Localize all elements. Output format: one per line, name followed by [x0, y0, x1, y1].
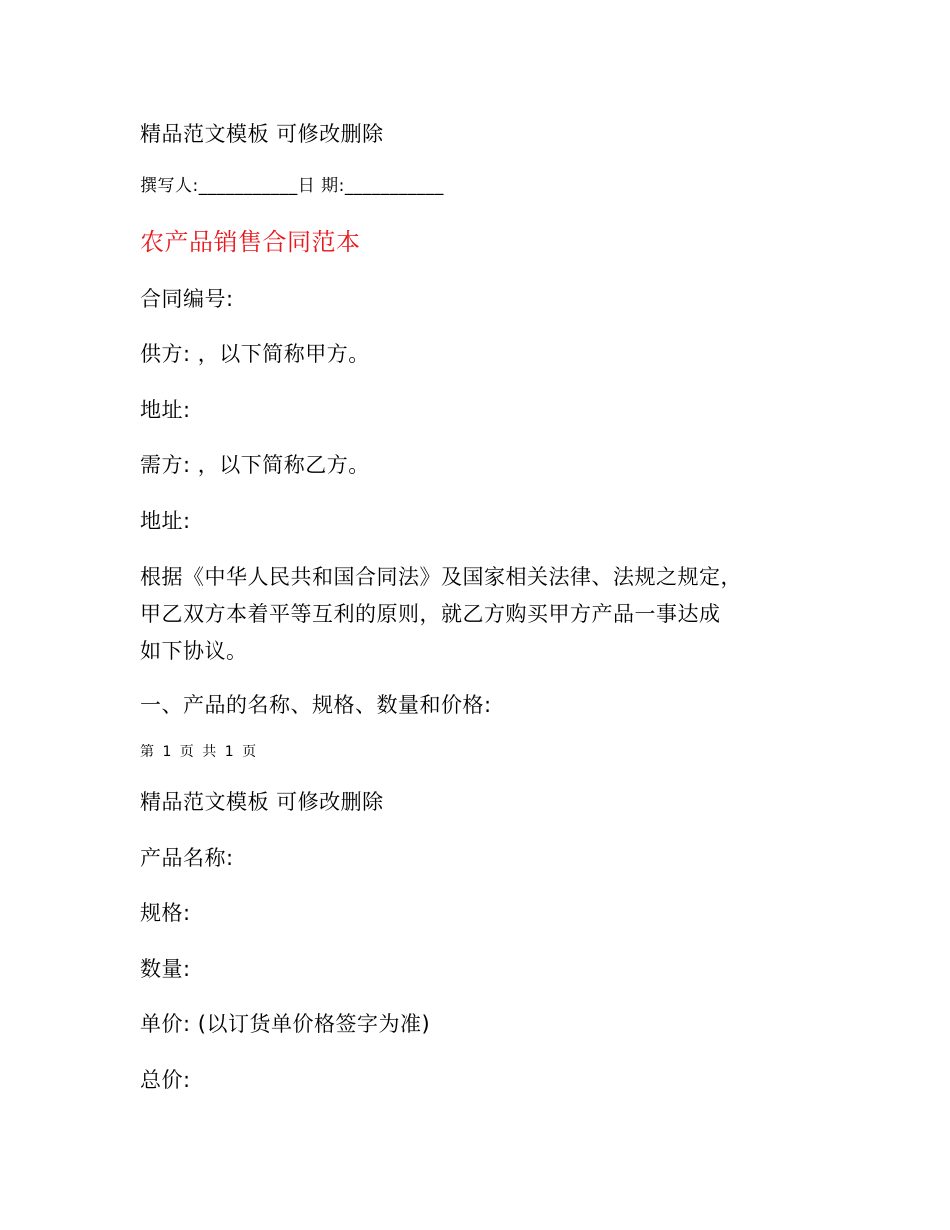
supplier-line: 供方: ，以下简称甲方。 — [140, 342, 370, 366]
contract-number-label: 合同编号: — [140, 287, 234, 311]
total-price-label: 总价: — [140, 1068, 191, 1092]
agreement-line: 甲乙双方本着平等互利的原则，就乙方购买甲方产品一事达成 — [140, 602, 721, 626]
template-header: 精品范文模板 可修改删除 — [140, 122, 384, 146]
spec-label: 规格: — [140, 901, 191, 925]
author-date-line: 撰写人:___________日 期:___________ — [140, 176, 444, 196]
buyer-address-label: 地址: — [140, 509, 191, 533]
unit-price-label: 单价: (以订货单价格签字为准) — [140, 1012, 431, 1036]
section-one-heading: 一、产品的名称、规格、数量和价格: — [140, 693, 492, 717]
template-header: 精品范文模板 可修改删除 — [140, 790, 384, 814]
agreement-line: 如下协议。 — [140, 639, 248, 663]
buyer-line: 需方: ，以下简称乙方。 — [140, 453, 370, 477]
page-footer: 第 1 页 共 1 页 — [140, 744, 259, 760]
document-title: 农产品销售合同范本 — [140, 228, 361, 256]
agreement-paragraph — [140, 559, 830, 670]
quantity-label: 数量: — [140, 957, 191, 981]
agreement-line: 根据《中华人民共和国合同法》及国家相关法律、法规之规定， — [140, 565, 742, 589]
product-name-label: 产品名称: — [140, 846, 234, 870]
supplier-address-label: 地址: — [140, 398, 191, 422]
